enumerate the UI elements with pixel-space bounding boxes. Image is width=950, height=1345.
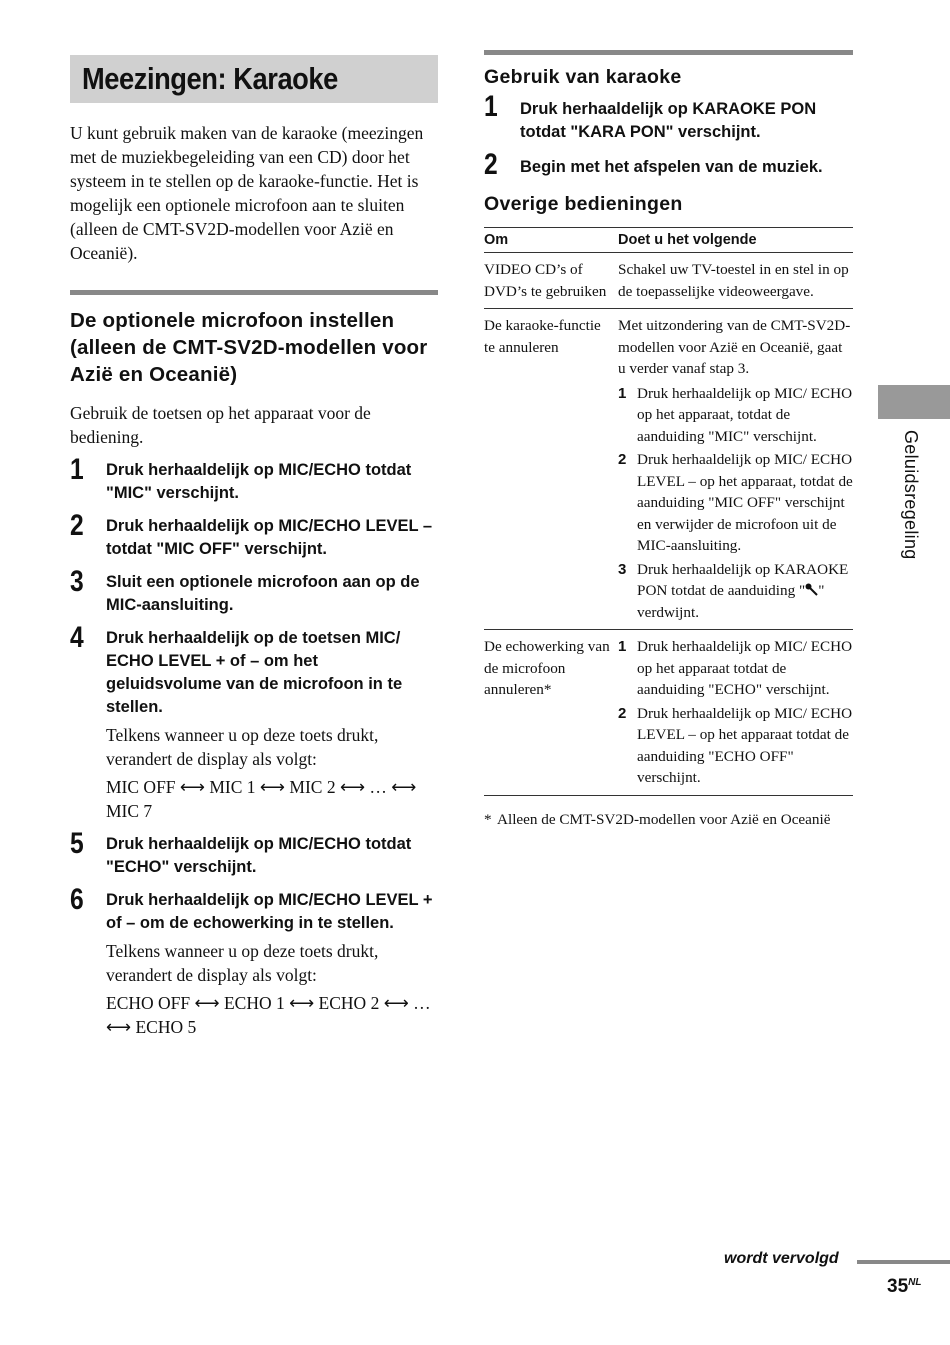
table-header-row bbox=[484, 228, 853, 253]
intro-paragraph: U kunt gebruik maken van de karaoke (meezingen met de muziekbegeleiding van een CD) door het systeem in te stellen op de karaoke-functie. Het is mogelijk een optionele microfoon aan te sluiten (alleen de CMT-SV2D-modellen voor Azië en Oceanië). bbox=[70, 123, 424, 263]
microphone-icon bbox=[805, 583, 818, 596]
section-divider bbox=[70, 290, 438, 295]
step-number: 1 bbox=[484, 90, 498, 123]
continued-line bbox=[857, 1260, 950, 1264]
action-step bbox=[618, 703, 853, 789]
step-text: Druk herhaaldelijk op MIC/ECHO LEVEL + of – om de echowerking in te stellen. bbox=[106, 891, 433, 932]
step-text: Druk herhaaldelijk op MIC/ECHO LEVEL – totdat "MIC OFF" verschijnt. bbox=[106, 517, 433, 558]
mic-step-2 bbox=[70, 509, 438, 561]
table-row bbox=[484, 630, 853, 796]
footnote-text: Alleen de CMT-SV2D-modellen voor Azië en Oceanië bbox=[497, 810, 831, 828]
mic-step-3 bbox=[70, 565, 438, 617]
mic-step-5 bbox=[70, 827, 438, 879]
table-header-om: Om bbox=[484, 228, 618, 253]
row-purpose: VIDEO CD’s of DVD’s te gebruiken bbox=[484, 253, 618, 309]
page-number-value: 35 bbox=[887, 1276, 909, 1297]
footnote-marker: * bbox=[484, 810, 492, 828]
action-step bbox=[618, 636, 853, 701]
row-action: Schakel uw TV-toestel in en stel in op de toepasselijke videoweergave. bbox=[618, 253, 853, 309]
action-step-text: Druk herhaaldelijk op MIC/ ECHO op het apparaat, totdat de aanduiding "MIC" verschijnt. bbox=[637, 384, 853, 445]
display-sequence: MIC OFF ⟷ MIC 1 ⟷ MIC 2 ⟷ … ⟷ MIC 7 bbox=[106, 777, 417, 821]
step-number: 4 bbox=[70, 621, 84, 654]
table-header-action: Doet u het volgende bbox=[618, 228, 853, 253]
action-step-text: Druk herhaaldelijk op MIC/ ECHO LEVEL – op het apparaat totdat de aanduiding "ECHO OFF" verschijnt. bbox=[637, 704, 853, 786]
step-text: Druk herhaaldelijk op de toetsen MIC/ ECHO LEVEL + of – om het geluidsvolume van de microfoon in te stellen. bbox=[106, 629, 403, 716]
row-purpose: De echowerking van de microfoon annuleren* bbox=[484, 630, 618, 796]
left-column bbox=[70, 55, 438, 1039]
karaoke-section-heading: Gebruik van karaoke bbox=[484, 66, 682, 88]
table-row bbox=[484, 253, 853, 309]
continued-label: wordt vervolgd bbox=[724, 1250, 839, 1267]
action-step-number: 1 bbox=[618, 384, 627, 402]
row-purpose: De karaoke-functie te annuleren bbox=[484, 309, 618, 630]
action-step-number: 2 bbox=[618, 451, 627, 468]
page-title: Meezingen: Karaoke bbox=[82, 61, 338, 96]
step-text: Begin met het afspelen van de muziek. bbox=[520, 158, 823, 176]
chapter-tab bbox=[878, 385, 950, 419]
row-action bbox=[618, 309, 853, 630]
mic-step-4 bbox=[70, 621, 438, 823]
section-divider bbox=[484, 50, 853, 55]
step-number: 5 bbox=[70, 827, 84, 860]
step-text: Druk herhaaldelijk op MIC/ECHO totdat "ECHO" verschijnt. bbox=[106, 835, 412, 876]
operations-table bbox=[484, 227, 853, 796]
step-number: 2 bbox=[70, 509, 84, 542]
other-controls-heading: Overige bedieningen bbox=[484, 193, 683, 215]
step-note: Telkens wanneer u op deze toets drukt, verandert de display als volgt: bbox=[106, 941, 379, 985]
mic-step-1 bbox=[70, 453, 438, 505]
step-note: Telkens wanneer u op deze toets drukt, verandert de display als volgt: bbox=[106, 725, 379, 769]
karaoke-step-1 bbox=[484, 90, 853, 144]
action-step-text-before: Druk herhaaldelijk op KARAOKE PON totdat de aanduiding " bbox=[637, 560, 849, 599]
step-text: Sluit een optionele microfoon aan op de MIC-aansluiting. bbox=[106, 573, 420, 614]
action-step-text: Druk herhaaldelijk op MIC/ ECHO op het apparaat totdat de aanduiding "ECHO" verschijnt. bbox=[637, 638, 853, 698]
step-text: Druk herhaaldelijk op KARAOKE PON totdat "KARA PON" verschijnt. bbox=[520, 100, 817, 141]
step-number: 2 bbox=[484, 148, 498, 181]
page-language-suffix: NL bbox=[908, 1277, 922, 1288]
step-number: 3 bbox=[70, 565, 84, 598]
action-step bbox=[618, 559, 853, 624]
action-step-number: 3 bbox=[618, 560, 627, 578]
action-step-text: Druk herhaaldelijk op MIC/ ECHO LEVEL – op het apparaat, totdat de aanduiding "MIC OFF" verschijnt en verwijder de microfoon uit de MIC-aansluiting. bbox=[637, 451, 853, 554]
display-sequence: ECHO OFF ⟷ ECHO 1 ⟷ ECHO 2 ⟷ … ⟷ ECHO 5 bbox=[106, 993, 431, 1037]
title-banner bbox=[70, 55, 438, 103]
table-row bbox=[484, 309, 853, 630]
action-step bbox=[618, 383, 853, 448]
mic-step-6 bbox=[70, 883, 438, 1039]
chapter-tab-label: Geluidsregeling bbox=[901, 430, 921, 560]
mic-section-heading: De optionele microfoon instellen (alleen de CMT-SV2D-modellen voor Azië en Oceanië) bbox=[70, 309, 428, 386]
step-number: 1 bbox=[70, 453, 84, 486]
action-step-number: 1 bbox=[618, 638, 627, 655]
mic-intro: Gebruik de toetsen op het apparaat voor de bediening. bbox=[70, 403, 371, 447]
step-text: Druk herhaaldelijk op MIC/ECHO totdat "MIC" verschijnt. bbox=[106, 461, 412, 502]
footnote bbox=[484, 809, 853, 831]
row-action bbox=[618, 630, 853, 796]
action-step-number: 2 bbox=[618, 704, 627, 722]
action-step-text-after: " verdwijnt. bbox=[637, 582, 825, 621]
row-action-intro: Met uitzondering van de CMT-SV2D-modellen voor Azië en Oceanië, gaat u verder vanaf stap 3. bbox=[618, 317, 851, 377]
action-step bbox=[618, 449, 853, 557]
right-column bbox=[484, 50, 853, 830]
page-number bbox=[887, 1276, 921, 1298]
karaoke-step-2 bbox=[484, 148, 853, 181]
step-number: 6 bbox=[70, 883, 84, 916]
action-steps bbox=[618, 383, 853, 624]
action-steps bbox=[618, 636, 853, 789]
